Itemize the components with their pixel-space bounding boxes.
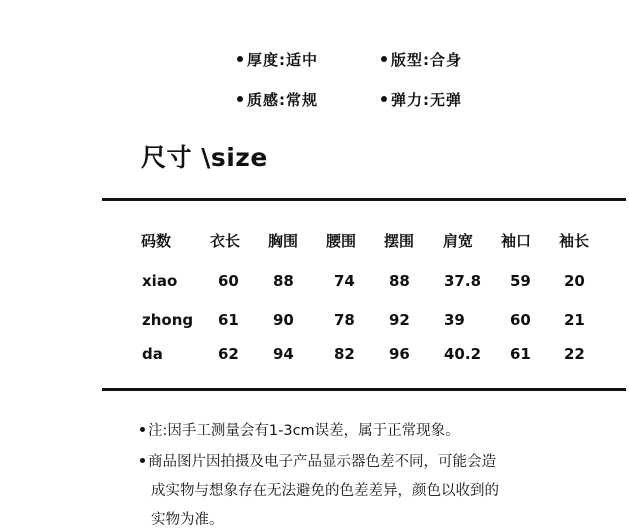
cell-size: zhong <box>142 311 194 329</box>
cell-cuff: 61 <box>510 345 531 363</box>
header-cuff: 袖口 <box>501 232 532 250</box>
header-chest: 胸围 <box>268 232 299 250</box>
header-hem: 摆围 <box>384 232 415 250</box>
attribute-label: 厚度:适中 <box>247 51 318 69</box>
note-color-line3: 实物为准。 <box>151 512 224 528</box>
cell-sleeve: 22 <box>564 345 585 363</box>
cell-cuff: 59 <box>510 272 531 290</box>
cell-shoulder: 40.2 <box>444 345 482 363</box>
bullet-icon <box>140 458 145 463</box>
cell-size: xiao <box>142 272 178 290</box>
cell-hem: 96 <box>389 345 410 363</box>
note-color-line1 <box>140 450 496 471</box>
attribute-elasticity <box>381 89 462 110</box>
cell-shoulder: 39 <box>444 311 465 329</box>
attribute-texture <box>237 89 318 110</box>
cell-chest: 94 <box>273 345 294 363</box>
cell-hem: 92 <box>389 311 410 329</box>
cell-length: 61 <box>218 311 239 329</box>
cell-waist: 82 <box>334 345 355 363</box>
cell-length: 62 <box>218 345 239 363</box>
cell-sleeve: 20 <box>564 272 585 290</box>
bullet-icon <box>381 96 387 102</box>
table-top-rule <box>102 198 626 201</box>
attribute-thickness <box>237 49 318 70</box>
attribute-label: 质感:常规 <box>247 91 318 109</box>
cell-waist: 74 <box>334 272 355 290</box>
header-length: 衣长 <box>210 232 241 250</box>
attribute-label: 弹力:无弹 <box>391 91 462 109</box>
header-size: 码数 <box>141 232 172 250</box>
bullet-icon <box>381 56 387 62</box>
bullet-icon <box>140 427 145 432</box>
cell-waist: 78 <box>334 311 355 329</box>
cell-chest: 90 <box>273 311 294 329</box>
cell-chest: 88 <box>273 272 294 290</box>
attribute-fit <box>381 49 462 70</box>
table-bottom-rule <box>102 388 626 391</box>
note-color-line2: 成实物与想象存在无法避免的色差差异，颜色以收到的 <box>151 483 499 499</box>
cell-hem: 88 <box>389 272 410 290</box>
header-waist: 腰围 <box>326 232 357 250</box>
header-sleeve: 袖长 <box>559 232 590 250</box>
note-measurement <box>140 419 460 440</box>
bullet-icon <box>237 56 243 62</box>
note-text: 注:因手工测量会有1-3cm误差，属于正常现象。 <box>148 423 460 439</box>
header-shoulder: 肩宽 <box>443 232 474 250</box>
cell-length: 60 <box>218 272 239 290</box>
cell-size: da <box>142 345 163 363</box>
cell-shoulder: 37.8 <box>444 272 482 290</box>
cell-sleeve: 21 <box>564 311 585 329</box>
size-section-title: 尺寸 \size <box>141 143 268 172</box>
note-text: 商品图片因拍摄及电子产品显示器色差不同，可能会造 <box>148 454 496 470</box>
cell-cuff: 60 <box>510 311 531 329</box>
attribute-label: 版型:合身 <box>391 51 462 69</box>
bullet-icon <box>237 96 243 102</box>
